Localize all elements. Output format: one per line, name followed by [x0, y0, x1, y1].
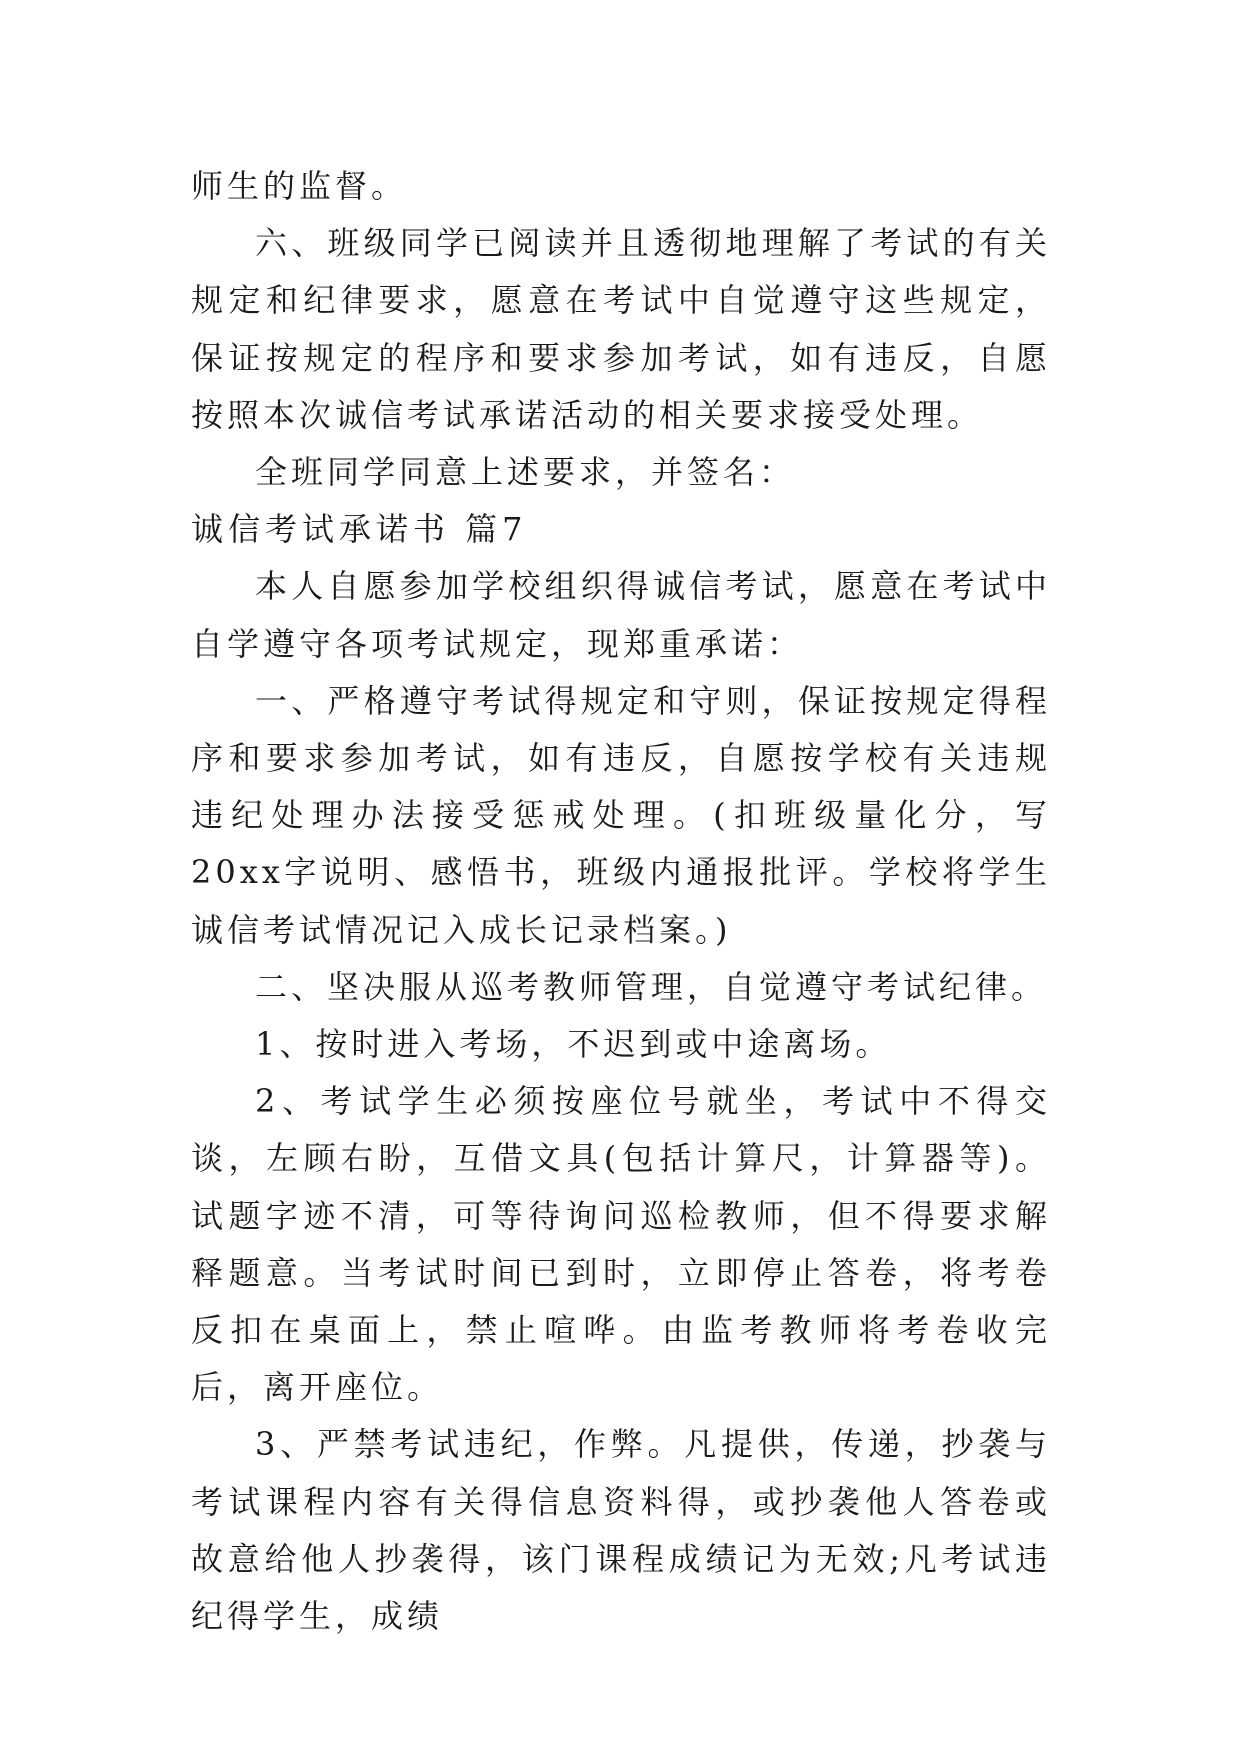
paragraph-signature-consent: 全班同学同意上述要求，并签名： — [255, 453, 796, 492]
paragraph-intro: 本人自愿参加学校组织得诚信考试，愿意在考试中自学遵守各项考试规定，现郑重承诺： — [191, 567, 1051, 663]
paragraph-subitem-1: 1、按时进入考场，不迟到或中途离场。 — [255, 1025, 892, 1064]
paragraph-continuation: 师生的监督。 — [191, 167, 408, 205]
paragraph-item-two: 二、坚决服从巡考教师管理，自觉遵守考试纪律。 — [255, 967, 1048, 1006]
section-heading: 诚信考试承诺书 篇7 — [191, 510, 528, 549]
document-body — [191, 158, 1051, 1645]
paragraph-item-six: 六、班级同学已阅读并且透彻地理解了考试的有关规定和纪律要求，愿意在考试中自觉遵守这些规定，保证按规定的程序和要求参加考试，如有违反，自愿按照本次诚信考试承诺活动的相关要求接受处理。 — [191, 224, 1051, 434]
paragraph-subitem-3: 3、严禁考试违纪，作弊。凡提供，传递，抄袭与考试课程内容有关得信息资料得，或抄袭他人答卷或故意给他人抄袭得，该门课程成绩记为无效;凡考试违纪得学生，成绩 — [191, 1425, 1051, 1636]
paragraph-item-one: 一、严格遵守考试得规定和守则，保证按规定得程序和要求参加考试，如有违反，自愿按学校有关违规违纪处理办法接受惩戒处理。(扣班级量化分，写20xx字说明、感悟书，班级内通报批评。学校将学生诚信考试情况记入成长记录档案。) — [191, 681, 1051, 949]
paragraph-subitem-2: 2、考试学生必须按座位号就坐，考试中不得交谈，左顾右盼，互借文具(包括计算尺，计算器等)。试题字迹不清，可等待询问巡检教师，但不得要求解释题意。当考试时间已到时，立即停止答卷，将考卷反扣在桌面上，禁止喧哗。由监考教师将考卷收完后，离开座位。 — [191, 1082, 1051, 1407]
